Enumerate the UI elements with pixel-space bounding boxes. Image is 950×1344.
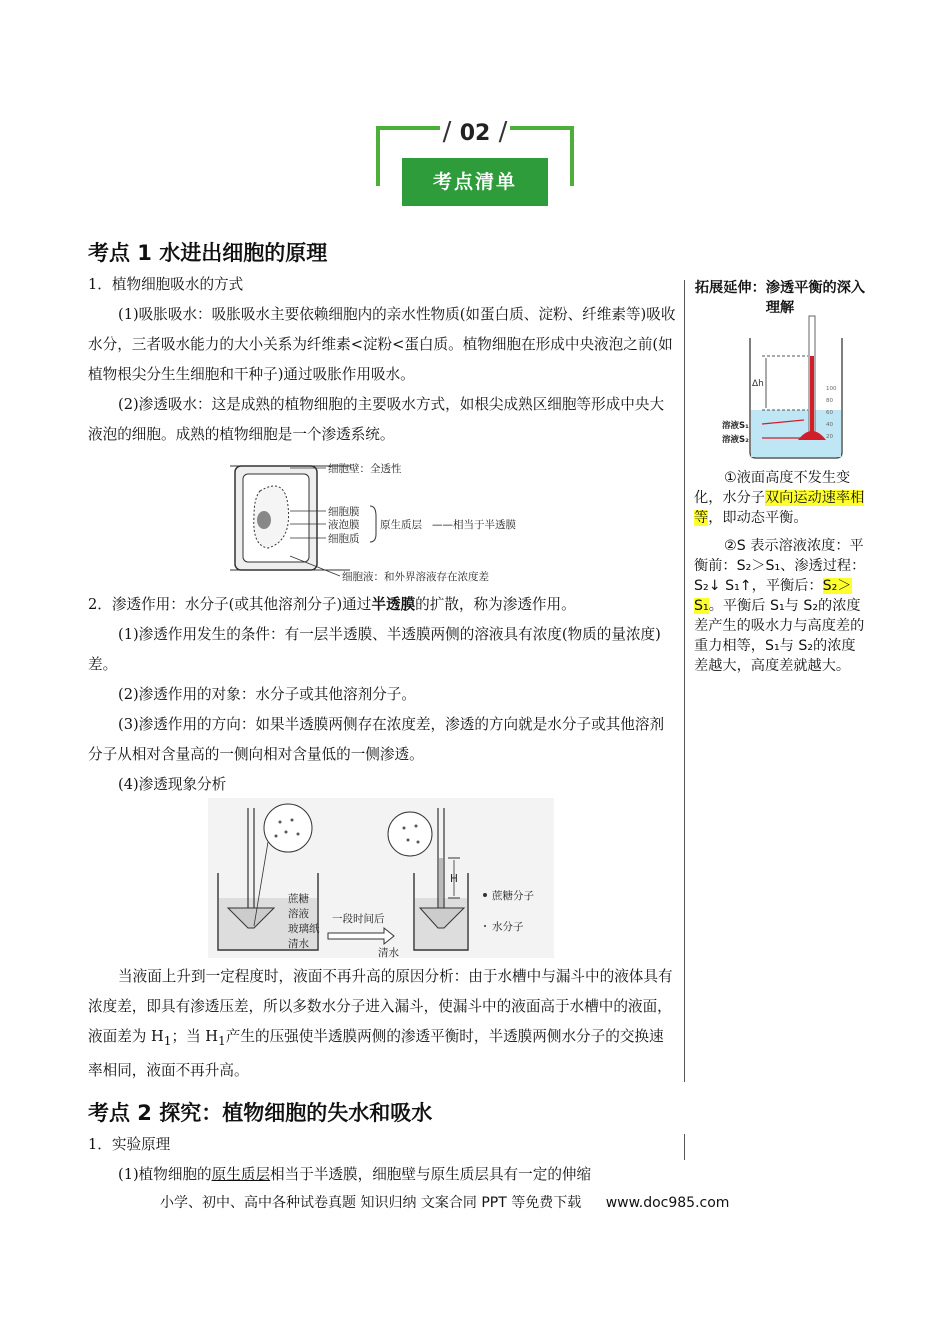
label-cellophane: 玻璃纸: [288, 923, 320, 935]
osmosis-figure: [208, 798, 554, 958]
label-cell-sap: 细胞液：和外界溶液存在浓度差: [342, 571, 489, 583]
label-height-h: H: [450, 873, 458, 885]
footer: [160, 1192, 860, 1212]
tick-40: 40: [826, 422, 833, 428]
paragraph-analysis: (4)渗透现象分析: [118, 776, 227, 793]
header-badge-title: 考点清单: [402, 158, 548, 206]
header-badge-number: / 02 /: [440, 112, 510, 152]
paragraph-osmotic-absorption: (2)渗透吸水：这是成熟的植物细胞的主要吸水方式，如根尖成熟区细胞等形成中央大液泡的细胞。成熟的植物细胞是一个渗透系统。: [88, 396, 665, 443]
section-2-body: [88, 1130, 678, 1190]
section-2-item-1: 1．实验原理: [88, 1136, 171, 1153]
sidebar-notes: [694, 468, 866, 676]
sidebar-divider: [684, 280, 685, 1082]
plant-cell-figure: [230, 456, 540, 584]
paragraph-imbibition: (1)吸胀吸水：吸胀吸水主要依赖细胞内的亲水性物质(如蛋白质、淀粉、纤维素等)吸收水分，三者吸水能力的大小关系为纤维素<淀粉<蛋白质。植物细胞在形成中央液泡之前(如植物根尖分生生细胞和干种子)通过吸胀作用吸水。: [88, 306, 676, 383]
tick-20: 20: [826, 434, 833, 440]
section-1-heading: 考点 1 水进出细胞的原理: [88, 241, 328, 265]
label-water-right: 清水: [378, 947, 399, 958]
label-s1: 溶液S₁: [722, 421, 749, 431]
label-sucrose: 蔗糖: [288, 893, 309, 905]
label-after-time: 一段时间后: [332, 913, 385, 925]
footer-text: 小学、初中、高中各种试卷真题 知识归纳 文案合同 PPT 等免费下载: [160, 1195, 582, 1211]
beaker-figure: [722, 314, 854, 462]
item-2: 2．渗透作用：水分子(或其他溶剂分子)通过半透膜的扩散，称为渗透作用。: [88, 596, 576, 613]
sidebar-note-1: ①液面高度不发生变化，水分子双向运动速率相等，即动态平衡。: [694, 470, 865, 526]
sidebar-title: 拓展延伸：渗透平衡的深入理解: [694, 280, 866, 316]
label-protoplast: 原生质层: [380, 519, 422, 531]
item-1: 1．植物细胞吸水的方式: [88, 276, 244, 293]
tick-60: 60: [826, 410, 833, 416]
label-cytoplasm: 细胞质: [328, 533, 360, 545]
label-tonoplast: 液泡膜: [328, 519, 360, 531]
paragraph-explanation: 当液面上升到一定程度时，液面不再升高的原因分析：由于水槽中与漏斗中的液体具有浓度差，即具有渗透压差，所以多数水分子进入漏斗，使漏斗中的液面高于水槽中的液面，液面差为 $H_1$；当 $H_1$产生的压强使半透膜两侧的渗透平衡时，半透膜两侧水分子的交换速率相同，液面不再升高。: [88, 968, 673, 1079]
label-delta-h: Δh: [752, 379, 764, 389]
label-sucrose-molecule: 蔗糖分子: [492, 890, 534, 902]
sidebar-divider-2: [684, 1134, 685, 1160]
section-1-body-3: [88, 962, 678, 1086]
label-cell-membrane: 细胞膜: [328, 506, 360, 518]
footer-url[interactable]: www.doc985.com: [605, 1195, 730, 1211]
label-semipermeable: ——相当于半透膜: [432, 519, 516, 531]
sidebar: [694, 278, 866, 318]
section-2-paragraph-1: (1)植物细胞的原生质层相当于半透膜，细胞壁与原生质层具有一定的伸缩: [118, 1166, 592, 1183]
paragraph-objects: (2)渗透作用的对象：水分子或其他溶剂分子。: [118, 686, 416, 703]
label-water-molecule: 水分子: [492, 921, 524, 933]
tick-100: 100: [826, 386, 837, 392]
paragraph-conditions: (1)渗透作用发生的条件：有一层半透膜、半透膜两侧的溶液具有浓度(物质的量浓度)差。: [88, 626, 661, 673]
label-cell-wall: 细胞壁：全透性: [328, 463, 402, 475]
label-water-left: 清水: [288, 938, 309, 950]
paragraph-direction: (3)渗透作用的方向：如果半透膜两侧存在浓度差，渗透的方向就是水分子或其他溶剂分子从相对含量高的一侧向相对含量低的一侧渗透。: [88, 716, 665, 763]
section-1-body: [88, 270, 678, 450]
label-s2: 溶液S₂: [722, 435, 749, 445]
sidebar-note-2: ②S 表示溶液浓度：平衡前：S₂＞S₁、渗透过程：S₂↓ S₁↑，平衡后：S₂＞S₁。平衡后 S₁与 S₂的浓度差产生的吸水力与高度差的重力相等，S₁与 S₂的浓度差越大，高度差就越大。: [694, 538, 866, 674]
tick-80: 80: [826, 398, 833, 404]
section-1-body-2: [88, 590, 678, 800]
section-2-heading: 考点 2 探究：植物细胞的失水和吸水: [88, 1101, 433, 1125]
label-solution: 溶液: [288, 908, 309, 920]
